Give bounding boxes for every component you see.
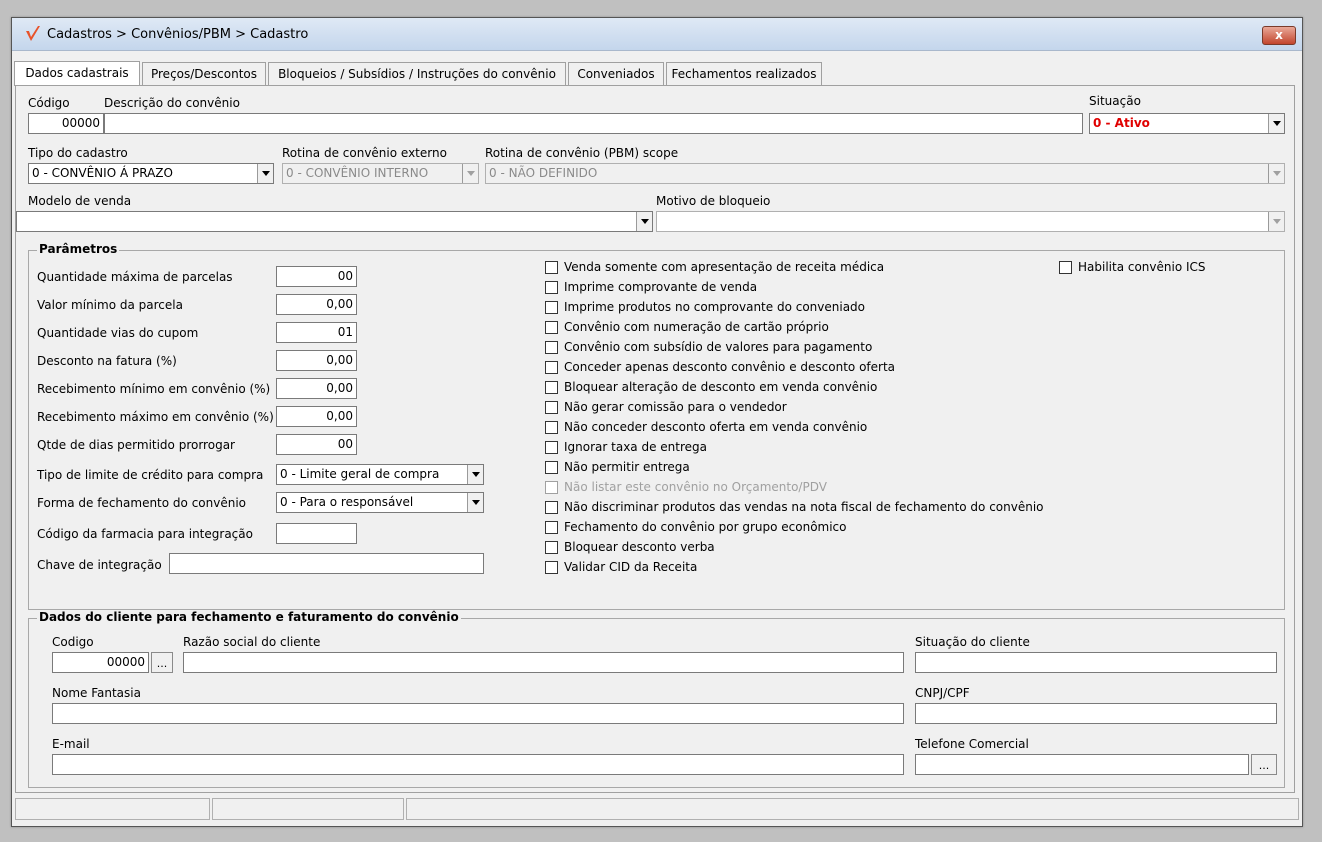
- cnpj-label: CNPJ/CPF: [915, 686, 970, 700]
- nome-fantasia-input[interactable]: [52, 703, 904, 724]
- cliente-codigo-input[interactable]: 00000: [52, 652, 149, 673]
- codigo-farmacia-input[interactable]: [276, 523, 357, 544]
- chevron-down-icon: [462, 164, 478, 183]
- param-label: Qtde de dias permitido prorrogar: [37, 438, 235, 452]
- param-label: Recebimento máximo em convênio (%): [37, 410, 274, 424]
- param-input[interactable]: 00: [276, 434, 357, 455]
- param-input[interactable]: 0,00: [276, 378, 357, 399]
- tipo-limite-value: 0 - Limite geral de compra: [280, 467, 440, 481]
- rotina-pbm-value: 0 - NÃO DEFINIDO: [489, 166, 598, 180]
- status-panel: [406, 798, 1299, 820]
- param-label: Valor mínimo da parcela: [37, 298, 183, 312]
- close-button[interactable]: x: [1262, 26, 1296, 45]
- chevron-down-icon[interactable]: [1268, 114, 1284, 133]
- cadastro-window: [11, 17, 1303, 827]
- descricao-input[interactable]: [104, 113, 1083, 134]
- nome-fantasia-label: Nome Fantasia: [52, 686, 141, 700]
- chevron-down-icon[interactable]: [1268, 212, 1284, 231]
- param-input[interactable]: 00: [276, 266, 357, 287]
- window-title: Cadastros > Convênios/PBM > Cadastro: [47, 27, 309, 42]
- codigo-farmacia-label: Código da farmacia para integração: [37, 527, 253, 541]
- chave-integracao-input[interactable]: [169, 553, 484, 574]
- chevron-down-icon[interactable]: [467, 465, 483, 484]
- telefone-button[interactable]: ...: [1251, 754, 1277, 775]
- motivo-bloqueio-select[interactable]: [656, 211, 1285, 232]
- param-label: Desconto na fatura (%): [37, 354, 177, 368]
- cliente-title: Dados do cliente para fechamento e faturamento do convênio: [39, 610, 459, 624]
- rotina-pbm-label: Rotina de convênio (PBM) scope: [485, 146, 679, 160]
- tab-conveniados[interactable]: Conveniados: [568, 62, 664, 85]
- email-label: E-mail: [52, 737, 90, 751]
- cliente-group: [28, 610, 1285, 788]
- tipo-cadastro-label: Tipo do cadastro: [28, 146, 128, 160]
- rotina-externo-select: [282, 163, 479, 184]
- situacao-value: 0 - Ativo: [1093, 116, 1150, 130]
- codigo-input[interactable]: 00000: [28, 113, 104, 134]
- tab-panel-dados-cadastrais: [15, 85, 1295, 793]
- cliente-codigo-label: Codigo: [52, 635, 94, 649]
- tipo-limite-label: Tipo de limite de crédito para compra: [37, 468, 264, 482]
- status-panel: [15, 798, 210, 820]
- tipo-cadastro-select[interactable]: [28, 163, 274, 184]
- param-input[interactable]: 0,00: [276, 350, 357, 371]
- forma-fechamento-select[interactable]: [276, 492, 484, 513]
- rotina-externo-value: 0 - CONVÊNIO INTERNO: [286, 166, 429, 180]
- param-input[interactable]: 0,00: [276, 294, 357, 315]
- tab-dados-cadastrais[interactable]: Dados cadastrais: [14, 61, 140, 86]
- tipo-limite-select[interactable]: [276, 464, 484, 485]
- param-input[interactable]: 0,00: [276, 406, 357, 427]
- razao-social-label: Razão social do cliente: [183, 635, 321, 649]
- descricao-label: Descrição do convênio: [104, 96, 240, 110]
- chave-integracao-label: Chave de integração: [37, 558, 162, 572]
- param-label: Recebimento mínimo em convênio (%): [37, 382, 271, 396]
- chevron-down-icon[interactable]: [636, 212, 652, 231]
- cliente-lookup-button[interactable]: ...: [151, 652, 173, 673]
- tipo-cadastro-value: 0 - CONVÊNIO Á PRAZO: [32, 166, 173, 180]
- param-input[interactable]: 01: [276, 322, 357, 343]
- chevron-down-icon[interactable]: [257, 164, 273, 183]
- chevron-down-icon[interactable]: [467, 493, 483, 512]
- title-bar: [12, 18, 1302, 51]
- forma-fechamento-value: 0 - Para o responsável: [280, 495, 414, 509]
- rotina-externo-label: Rotina de convênio externo: [282, 146, 447, 160]
- chevron-down-icon: [1268, 164, 1284, 183]
- situacao-cliente-label: Situação do cliente: [915, 635, 1030, 649]
- situacao-label: Situação: [1089, 94, 1141, 108]
- param-label: Quantidade máxima de parcelas: [37, 270, 233, 284]
- tab-precos-descontos[interactable]: Preços/Descontos: [142, 62, 266, 85]
- situacao-select[interactable]: [1089, 113, 1285, 134]
- app-logo-icon: [25, 25, 41, 43]
- situacao-cliente-input[interactable]: [915, 652, 1277, 673]
- modelo-venda-label: Modelo de venda: [28, 194, 132, 208]
- cnpj-input[interactable]: [915, 703, 1277, 724]
- motivo-bloqueio-label: Motivo de bloqueio: [656, 194, 771, 208]
- parametros-group: Parâmetros Quantidade máxima de parcelas 00 Valor mínimo da parcela 0,00 Quantidade vias do cupom 01 Desconto na fatura (%) 0,00 Recebimento mínimo em convênio (%) 0,00 Recebimento máximo em convênio (%) 0,00 Qtde de dias permitido prorrogar 00 Tipo de limite de crédito para compra 0 - Limite geral de compra Forma de fechamento do convênio 0 - Para o responsável Código da farmacia para integração Chave de integração Venda somente com apresentação de receita médica Imprime comprovante de venda Imprime produtos no comprovante do conveniado Convênio com numeração de cartão próprio Convênio com subsídio de valores para pagamento Conceder apenas desconto convênio e desconto oferta Bloquear alteração de desconto em venda convênio Não gerar comissão para o vendedor Não conceder desconto oferta em venda convênio Ignorar taxa de entrega Não permitir entrega Não listar este convênio no Orçamento/PDV Não discriminar produtos das vendas na nota fiscal de fechamento do convênio Fechamento do convênio por grupo econômico Bloquear desconto verba Validar CID da Receita Habilita convênio ICS: [28, 250, 1285, 610]
- telefone-label: Telefone Comercial: [915, 737, 1029, 751]
- modelo-venda-select[interactable]: [16, 211, 653, 232]
- status-bar: [15, 798, 1299, 820]
- status-panel: [212, 798, 404, 820]
- codigo-label: Código: [28, 96, 70, 110]
- telefone-input[interactable]: [915, 754, 1249, 775]
- tab-bloqueios[interactable]: Bloqueios / Subsídios / Instruções do convênio: [268, 62, 566, 85]
- parametros-title: Parâmetros: [39, 242, 118, 256]
- razao-social-input[interactable]: [183, 652, 904, 673]
- tab-fechamentos[interactable]: Fechamentos realizados: [666, 62, 822, 85]
- email-input[interactable]: [52, 754, 904, 775]
- forma-fechamento-label: Forma de fechamento do convênio: [37, 496, 246, 510]
- param-label: Quantidade vias do cupom: [37, 326, 199, 340]
- rotina-pbm-select: [485, 163, 1285, 184]
